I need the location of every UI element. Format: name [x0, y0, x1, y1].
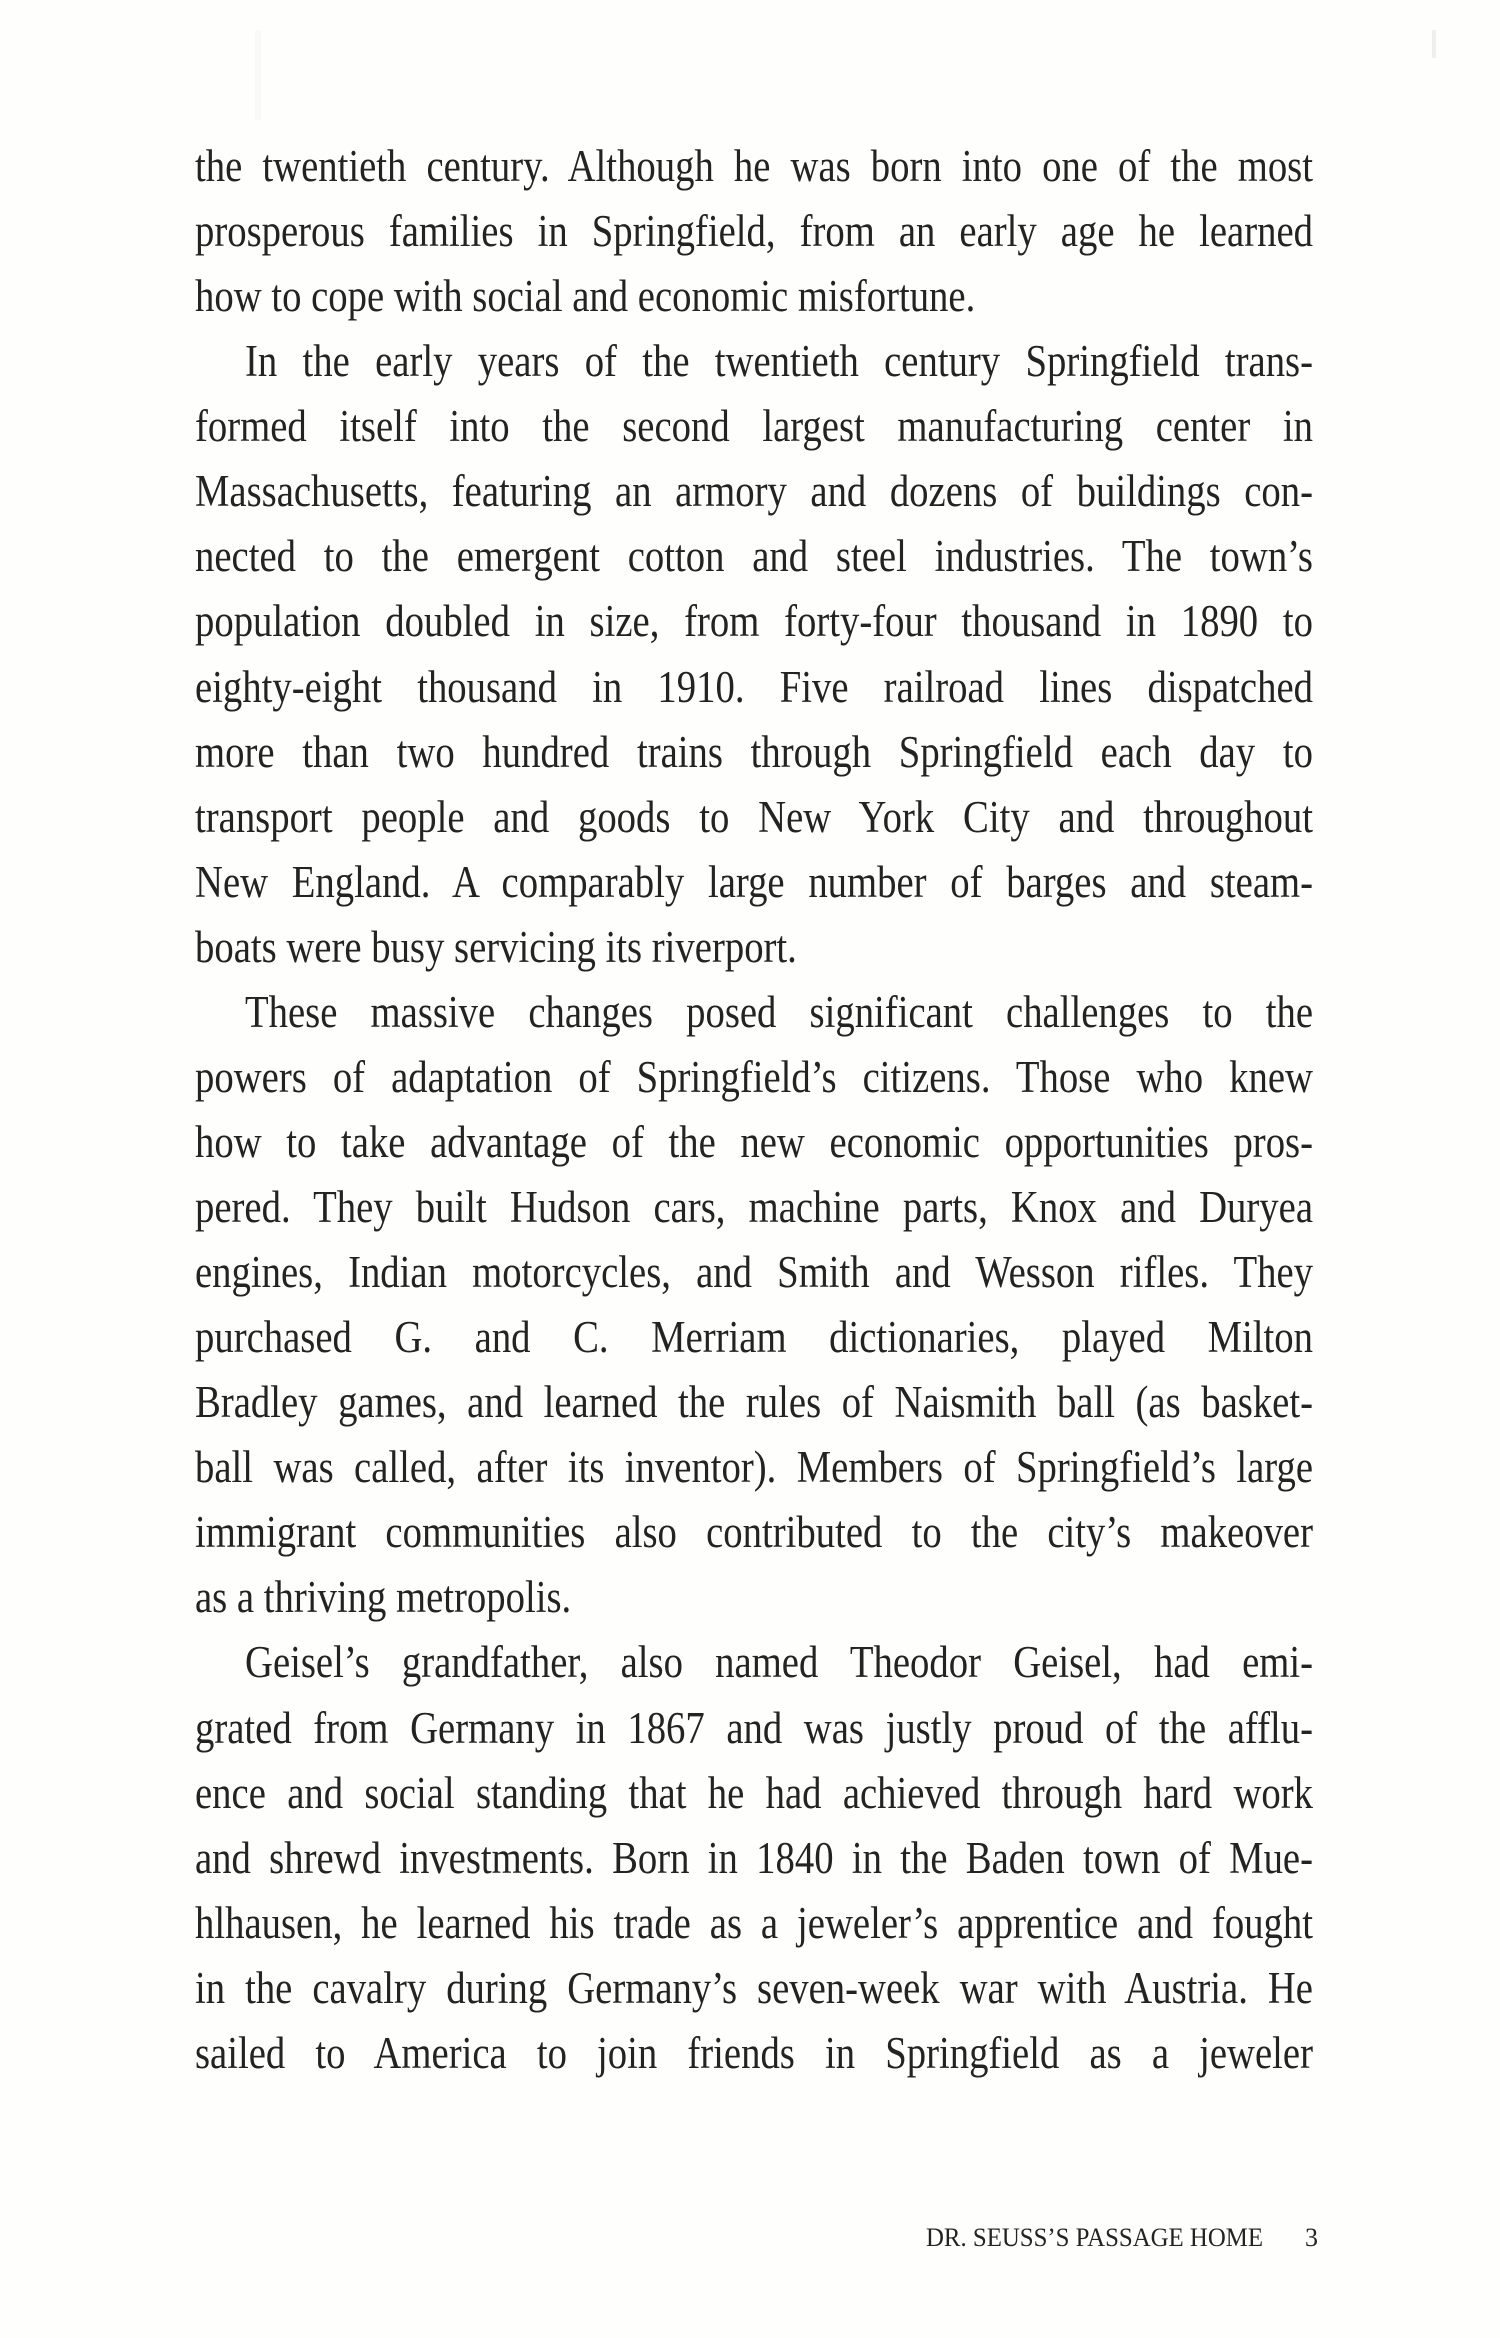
- page-footer: [926, 2222, 1326, 2254]
- text-line-content: how to take advantage of the new economic opportunities pros-: [195, 1116, 1313, 1167]
- text-line-content: grated from Germany in 1867 and was justly proud of the afflu-: [195, 1702, 1313, 1753]
- text-line-content: nected to the emergent cotton and steel industries. The town’s: [195, 531, 1313, 582]
- text-line-content: These massive changes posed significant challenges to the: [245, 986, 1313, 1037]
- text-line-content: engines, Indian motorcycles, and Smith and Wesson rifles. They: [195, 1247, 1313, 1298]
- text-line: [195, 1565, 1313, 1630]
- scan-artifact: [1432, 30, 1436, 58]
- text-line-content: Geisel’s grandfather, also named Theodor Geisel, had emi-: [245, 1637, 1313, 1688]
- text-line-content: population doubled in size, from forty-four thousand in 1890 to: [195, 596, 1313, 647]
- text-line-content: formed itself into the second largest manufacturing center in: [195, 401, 1313, 452]
- text-line: [195, 1891, 1313, 1956]
- text-line-content: Massachusetts, featuring an armory and dozens of buildings con-: [195, 466, 1313, 517]
- text-line: [195, 394, 1313, 459]
- text-line-content: more than two hundred trains through Springfield each day to: [195, 726, 1313, 777]
- text-line: [195, 1175, 1313, 1240]
- text-line: [195, 1370, 1313, 1435]
- scan-artifact: [255, 30, 261, 120]
- text-line: [195, 850, 1313, 915]
- text-line: [195, 720, 1313, 785]
- text-line: [195, 1761, 1313, 1826]
- text-line-content: In the early years of the twentieth century Springfield trans-: [245, 336, 1313, 387]
- text-line-content: the twentieth century. Although he was born into one of the most: [195, 141, 1313, 191]
- text-line: [195, 785, 1313, 850]
- text-line: [195, 329, 1313, 394]
- text-line-content: in the cavalry during Germany’s seven-week war with Austria. He: [195, 1962, 1313, 2013]
- text-line: [195, 1826, 1313, 1891]
- text-line-content: purchased G. and C. Merriam dictionaries, played Milton: [195, 1312, 1313, 1363]
- text-line: [195, 1630, 1313, 1695]
- text-line: [195, 2021, 1313, 2086]
- text-line-content: how to cope with social and economic misfortune.: [195, 271, 976, 322]
- text-line: [195, 1696, 1313, 1761]
- text-line-content: New England. A comparably large number of barges and steam-: [195, 856, 1313, 907]
- text-line: [195, 589, 1313, 654]
- text-line: [195, 1240, 1313, 1305]
- text-line-content: prosperous families in Springfield, from an early age he learned: [195, 206, 1313, 257]
- text-line-content: eighty-eight thousand in 1910. Five railroad lines dispatched: [195, 661, 1313, 712]
- text-line: [195, 459, 1313, 524]
- text-line-content: as a thriving metropolis.: [195, 1572, 572, 1623]
- text-line: [195, 264, 1313, 329]
- text-line: [195, 1305, 1313, 1370]
- text-line: [195, 199, 1313, 264]
- text-line-content: Bradley games, and learned the rules of Naismith ball (as basket-: [195, 1377, 1313, 1428]
- text-line: [195, 524, 1313, 589]
- text-line: [195, 915, 1313, 980]
- running-head: [926, 2222, 1263, 2254]
- text-line: [195, 1110, 1313, 1175]
- page-number: [1305, 2222, 1318, 2254]
- text-line-content: sailed to America to join friends in Springfield as a jeweler: [195, 2027, 1313, 2078]
- text-line-content: ball was called, after its inventor). Members of Springfield’s large: [195, 1442, 1313, 1493]
- page-number-text: 3: [1305, 2223, 1318, 2252]
- text-line-content: pered. They built Hudson cars, machine parts, Knox and Duryea: [195, 1182, 1313, 1232]
- body-text: [195, 134, 1313, 2086]
- text-line-content: immigrant communities also contributed to the city’s makeover: [195, 1507, 1313, 1558]
- text-line: [195, 655, 1313, 720]
- text-line: [195, 980, 1313, 1045]
- text-line-content: and shrewd investments. Born in 1840 in the Baden town of Mue-: [195, 1832, 1313, 1883]
- text-line-content: transport people and goods to New York City and throughout: [195, 791, 1313, 842]
- text-line-content: hlhausen, he learned his trade as a jeweler’s apprentice and fought: [195, 1897, 1313, 1948]
- text-line: [195, 134, 1313, 199]
- text-line: [195, 1956, 1313, 2021]
- text-line: [195, 1500, 1313, 1565]
- running-head-text: DR. SEUSS’S PASSAGE HOME: [926, 2223, 1263, 2252]
- text-line: [195, 1435, 1313, 1500]
- text-line-content: boats were busy servicing its riverport.: [195, 921, 797, 972]
- text-line: [195, 1045, 1313, 1110]
- text-line-content: ence and social standing that he had achieved through hard work: [195, 1767, 1313, 1818]
- text-line-content: powers of adaptation of Springfield’s citizens. Those who knew: [195, 1051, 1313, 1102]
